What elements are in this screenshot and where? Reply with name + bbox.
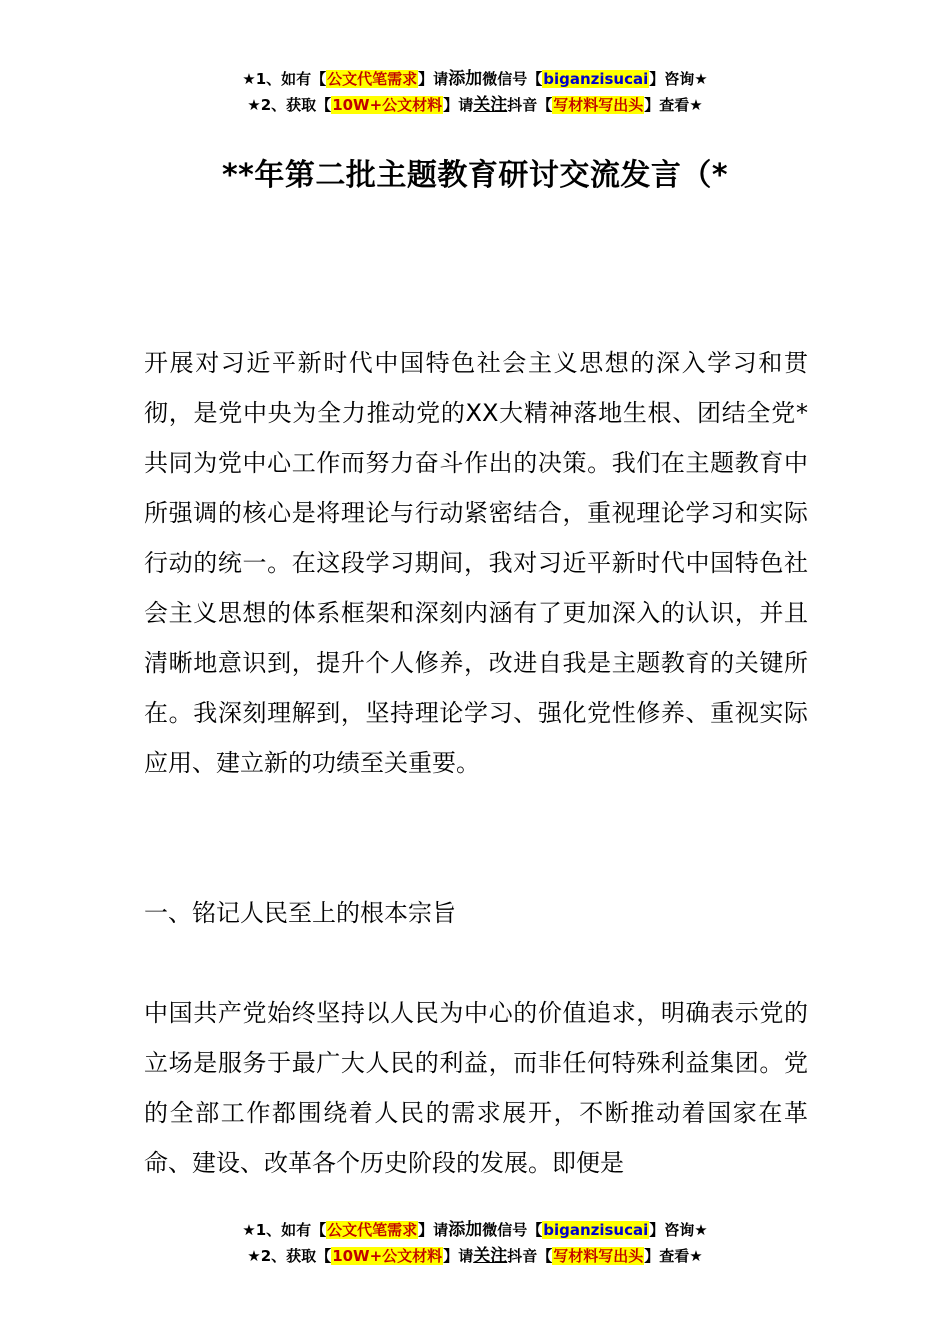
- promo-emphasis: 添加: [448, 69, 483, 89]
- promo-emphasis: 关注: [473, 1246, 508, 1266]
- promo-text: 微信号【: [482, 1221, 543, 1239]
- promo-emphasis: 添加: [448, 1220, 483, 1240]
- promo-wechat-id: biganzisucai: [543, 1221, 649, 1239]
- promo-highlight: 10W+公文材料: [332, 96, 443, 114]
- promo-text: 】请: [443, 96, 474, 114]
- promo-highlight: 公文代笔需求: [327, 1221, 418, 1239]
- promo-banner-top: [0, 66, 950, 118]
- promo-text: ★2、获取【: [247, 96, 332, 114]
- promo-text: 】咨询★: [649, 1221, 708, 1239]
- promo-banner-bottom: [0, 1217, 950, 1269]
- promo-text: 】请: [443, 1247, 474, 1265]
- promo-text: 抖音【: [507, 1247, 553, 1265]
- promo-text: ★1、如有【: [242, 70, 327, 88]
- promo-text: ★1、如有【: [242, 1221, 327, 1239]
- promo-highlight: 10W+公文材料: [332, 1247, 443, 1265]
- promo-emphasis: 关注: [473, 95, 508, 115]
- section-heading-1: 一、铭记人民至上的根本宗旨: [144, 899, 456, 927]
- promo-text: 】查看★: [644, 1247, 703, 1265]
- promo-highlight: 公文代笔需求: [327, 70, 418, 88]
- promo-douyin-id: 写材料写出头: [553, 96, 644, 114]
- promo-line-1: [0, 1217, 950, 1243]
- promo-text: 抖音【: [507, 96, 553, 114]
- promo-line-2: [0, 92, 950, 118]
- promo-text: 】请: [418, 1221, 449, 1239]
- promo-text: 】请: [418, 70, 449, 88]
- promo-douyin-id: 写材料写出头: [553, 1247, 644, 1265]
- promo-text: 】查看★: [644, 96, 703, 114]
- promo-line-2: [0, 1243, 950, 1269]
- body-paragraph-2: 中国共产党始终坚持以人民为中心的价值追求，明确表示党的立场是服务于最广大人民的利益，而非任何特殊利益集团。党的全部工作都围绕着人民的需求展开，不断推动着国家在革命、建设、改革各个历史阶段的发展。即便是: [144, 999, 808, 1177]
- promo-line-1: [0, 66, 950, 92]
- promo-text: 】咨询★: [649, 70, 708, 88]
- promo-text: 微信号【: [482, 70, 543, 88]
- body-paragraph-1: 开展对习近平新时代中国特色社会主义思想的深入学习和贯彻，是党中央为全力推动党的XX大精神落地生根、团结全党*共同为党中心工作而努力奋斗作出的决策。我们在主题教育中所强调的核心是将理论与行动紧密结合，重视理论学习和实际行动的统一。在这段学习期间，我对习近平新时代中国特色社会主义思想的体系框架和深刻内涵有了更加深入的认识，并且清晰地意识到，提升个人修养，改进自我是主题教育的关键所在。我深刻理解到，坚持理论学习、强化党性修养、重视实际应用、建立新的功绩至关重要。: [144, 349, 808, 777]
- promo-wechat-id: biganzisucai: [543, 70, 649, 88]
- document-title: **年第二批主题教育研讨交流发言（*: [221, 158, 729, 193]
- promo-text: ★2、获取【: [247, 1247, 332, 1265]
